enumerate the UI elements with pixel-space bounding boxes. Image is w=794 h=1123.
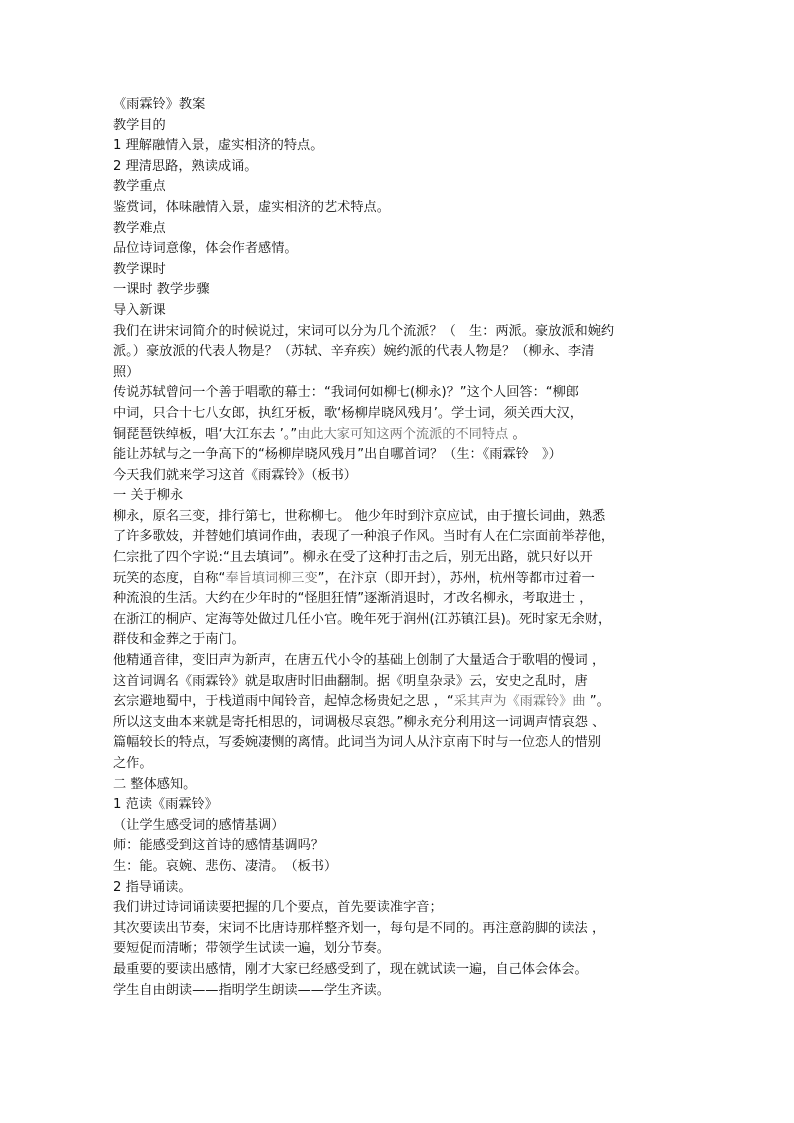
text-line — [113, 981, 683, 1002]
text-run: 传说苏轼曾问一个善于唱歌的幕士：“我词何如柳七(柳永)？”这个人回答：“柳郎 — [113, 385, 579, 401]
text-run: 最重要的要读出感情，刚才大家已经感受到了，现在就试读一遍，自己体会体会。 — [113, 961, 588, 977]
text-line — [113, 507, 683, 528]
text-run: 教学课时 — [113, 261, 166, 277]
text-line — [113, 713, 683, 734]
text-run: 了许多歌妓，并替她们填词作曲，表现了一种浪子作风。当时有人在仁宗面前举荐他， — [113, 529, 615, 545]
text-line — [113, 548, 683, 569]
text-run: 品位诗词意像，体会作者感情。 — [113, 241, 298, 257]
text-run: 柳永，原名三变，排行第七，世称柳七。 他少年时到汴京应试，由于擅长词曲，熟悉 — [113, 508, 606, 524]
text-line — [113, 363, 683, 384]
text-run: 二 整体感知。 — [113, 776, 197, 792]
text-line — [113, 383, 683, 404]
text-run: 铜琵琶铁绰板，唱‘大江东去 ’。” — [113, 426, 298, 442]
text-line — [113, 795, 683, 816]
text-line — [113, 136, 683, 157]
quoted-text: 奉旨填词柳三变 — [225, 570, 318, 586]
text-run: 2 指导诵读。 — [113, 879, 192, 895]
text-line — [113, 445, 683, 466]
quoted-text: 采其声为《雨霖铃》曲 — [453, 694, 586, 710]
text-run: 一课时 教学步骤 — [113, 282, 210, 298]
text-line — [113, 95, 683, 116]
text-line — [113, 301, 683, 322]
text-run: 玄宗避地蜀中，于栈道雨中闻铃音，起悼念杨贵妃之思 ，“ — [113, 694, 454, 710]
text-run: 种流浪的生活。大约在少年时的“怪胆狂情”逐渐消退时，才改名柳永，考取进士 ， — [113, 591, 593, 607]
text-run: 导入新课 — [113, 302, 166, 318]
text-line — [113, 589, 683, 610]
text-line — [113, 404, 683, 425]
text-line — [113, 342, 683, 363]
text-line — [113, 610, 683, 631]
text-line — [113, 651, 683, 672]
text-run: 我们讲过诗词诵读要把握的几个要点，首先要读准字音； — [113, 900, 443, 916]
text-line — [113, 857, 683, 878]
text-run: 。 — [508, 426, 526, 442]
text-run: ”，在汴京（即开封），苏州，杭州等都市过着一 — [317, 570, 595, 586]
text-run: 教学难点 — [113, 220, 166, 236]
text-run: 学生自由朗读——指明学生朗读——学生齐读。 — [113, 982, 390, 998]
text-line — [113, 939, 683, 960]
text-run: 所以这支曲本来就是寄托相思的，词调极尽哀怨。”柳永充分利用这一词调声情哀怨 、 — [113, 714, 606, 730]
text-line — [113, 260, 683, 281]
text-run: 群伎和金葬之于南门。 — [113, 632, 245, 648]
text-run: 今天我们就来学习这首《雨霖铃》（板书） — [113, 467, 357, 483]
text-line — [113, 816, 683, 837]
text-run: 2 理清思路，熟读成诵。 — [113, 158, 258, 174]
text-run: 中词，只合十七八女郎，执红牙板，歌‘杨柳岸晓风残月’。学士词，须关西大汉， — [113, 405, 583, 421]
text-line — [113, 198, 683, 219]
text-line — [113, 672, 683, 693]
text-run: 篇幅较长的特点，写委婉凄恻的离情。此词当为词人从汴京南下时与一位恋人的惜别 — [113, 735, 601, 751]
text-line — [113, 878, 683, 899]
text-run: 这首词调名《雨霖铃》就是取唐时旧曲翻制。据《明皇杂录》云，安史之乱时，唐 — [113, 673, 588, 689]
text-line — [113, 692, 683, 713]
text-line — [113, 733, 683, 754]
text-run: 之作。 — [113, 756, 153, 771]
text-line — [113, 960, 683, 981]
text-line — [113, 836, 683, 857]
text-line — [113, 466, 683, 487]
text-run: 在浙江的桐庐、定海等处做过几任小官。晚年死于润州(江苏镇江县)。死时家无余财， — [113, 611, 612, 627]
text-run: 《雨霖铃》教案 — [113, 97, 206, 112]
text-line — [113, 239, 683, 260]
text-line — [113, 775, 683, 796]
text-run: 照） — [113, 364, 140, 380]
text-run: 能让苏轼与之一争高下的“杨柳岸晓风残月”出自哪首词？（生：《雨霖铃 》） — [113, 447, 562, 463]
text-run: 教学目的 — [113, 117, 166, 133]
text-line — [113, 486, 683, 507]
text-line — [113, 630, 683, 651]
text-line — [113, 898, 683, 919]
text-run: 派。）豪放派的代表人物是？（苏轼、辛弃疾）婉约派的代表人物是？（柳永、李清 — [113, 344, 595, 360]
text-line — [113, 919, 683, 940]
document-page — [113, 95, 683, 1001]
text-run: 1 范读《雨霖铃》 — [113, 797, 218, 813]
text-run: 一 关于柳永 — [113, 488, 184, 504]
text-run: 其次要读出节奏，宋词不比唐诗那样整齐划一，每句是不同的。再注意韵脚的读法 ， — [113, 920, 606, 936]
text-line — [113, 219, 683, 240]
text-run: 教学重点 — [113, 179, 166, 195]
text-run: 仁宗批了四个字说:“且去填词”。柳永在受了这种打击之后，别无出路，就只好以开 — [113, 550, 593, 566]
text-run: 鉴赏词，体味融情入景，虚实相济的艺术特点。 — [113, 199, 390, 215]
text-run: 他精通音律，变旧声为新声，在唐五代小令的基础上创制了大量适合于歌唱的慢词 ， — [113, 653, 606, 669]
text-run: 玩笑的态度，自称“ — [113, 570, 226, 586]
text-line — [113, 157, 683, 178]
text-line — [113, 527, 683, 548]
text-run: （让学生感受词的感情基调） — [113, 817, 285, 833]
quoted-text: 由此大家可知这两个流派的不同特点 — [297, 426, 509, 442]
text-line — [113, 569, 683, 590]
text-line — [113, 754, 683, 775]
text-run: ”。 — [585, 694, 610, 710]
text-line — [113, 177, 683, 198]
text-line — [113, 280, 683, 301]
text-run: 1 理解融情入景，虚实相济的特点。 — [113, 138, 324, 154]
text-run: 要短促而清晰；带领学生试读一遍，划分节奏。 — [113, 941, 390, 957]
text-run: 生：能。哀婉、悲伤、凄清。 （板书） — [113, 858, 338, 874]
text-run: 我们在讲宋词简介的时候说过，宋词可以分为几个流派？（ 生：两派。豪放派和婉约 — [113, 323, 615, 339]
text-line — [113, 116, 683, 137]
text-line — [113, 322, 683, 343]
text-run: 师：能感受到这首诗的感情基调吗？ — [113, 838, 324, 854]
text-line — [113, 425, 683, 446]
